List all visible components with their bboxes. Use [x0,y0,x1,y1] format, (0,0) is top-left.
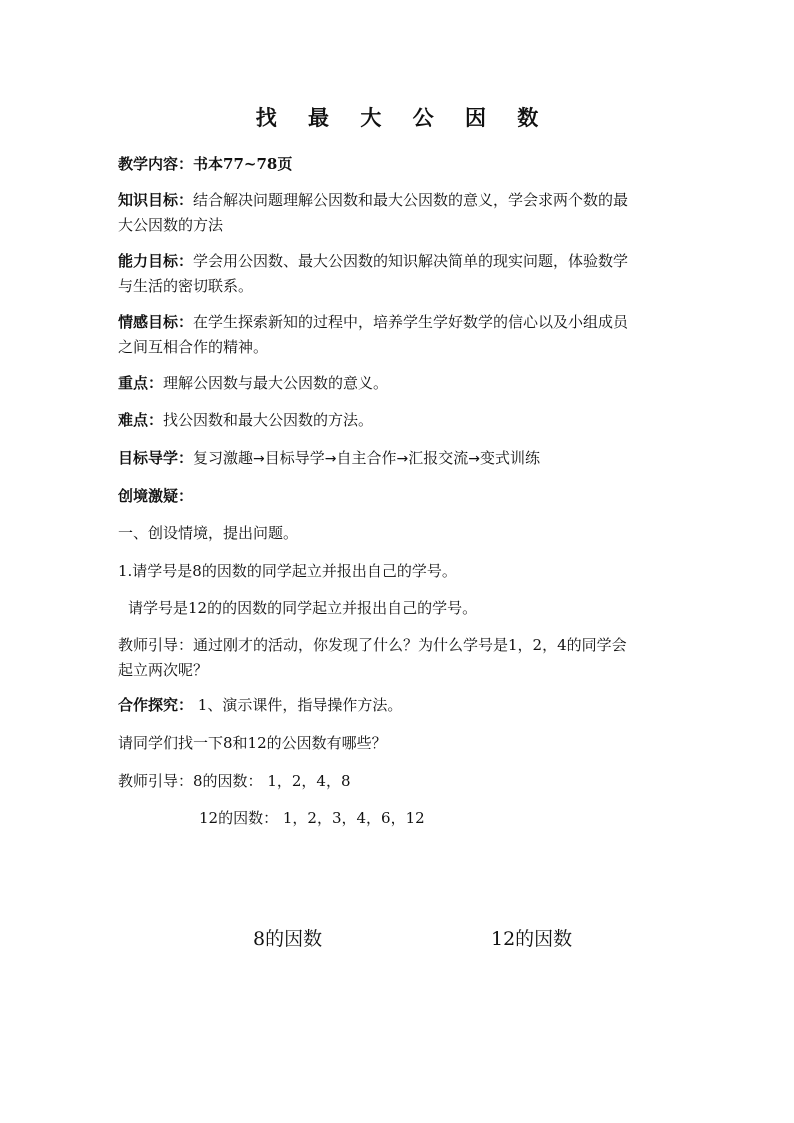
target-guide-label: 目标导学： [118,449,194,467]
emotion-goal-line1: 在学生探索新知的过程中，培养学生学好数学的信心以及小组成员 [193,313,629,331]
ability-goal-label: 能力目标： [118,252,194,270]
factors-of-12 [199,806,759,831]
question-item-1: 1.请学号是8的因数的同学起立并报出自己的学号。 [118,562,457,580]
teacher-question [118,633,678,683]
ability-goal [118,249,678,299]
guide-step: 复习激趣 [193,449,254,467]
key-point-label: 重点： [118,374,164,392]
factors-8-values: 1，2，4，8 [262,772,351,790]
teaching-content [118,152,678,177]
ask-common-factors: 请同学们找一下8和12的公因数有哪些？ [118,734,387,752]
guide-step: 自主合作 [336,449,397,467]
page-title: 找 最 大 公 因 数 [255,105,551,130]
guide-step: 目标导学 [264,449,325,467]
scenario-heading: 创境激疑： [118,487,194,505]
teaching-content-value: 书本77~78页 [193,155,293,173]
target-guide [118,446,678,472]
arrow-icon: → [468,451,481,467]
cooperative-exploration [118,693,678,718]
knowledge-goal-line2: 大公因数的方法 [118,216,224,234]
difficulty [118,408,678,433]
teacher-question-line1: 教师引导：通过刚才的活动，你发现了什么？为什么学号是1，2，4的同学会 [118,636,627,654]
emotion-goal-line2: 之间互相合作的精神。 [118,338,269,356]
section-one-heading: 一、创设情境，提出问题。 [118,524,299,542]
teaching-content-label: 教学内容： [118,155,194,173]
emotion-goal-label: 情感目标： [118,313,194,331]
caption-factors-12: 12的因数 [491,928,573,950]
question-item-2: 请学号是12的的因数的同学起立并报出自己的学号。 [128,599,478,617]
explore-value: 1、演示课件，指导操作方法。 [193,696,403,714]
knowledge-goal-line1: 结合解决问题理解公因数和最大公因数的意义，学会求两个数的最 [193,191,629,209]
arrow-icon: → [324,451,337,467]
ability-goal-line1: 学会用公因数、最大公因数的知识解决简单的现实问题，体验数学 [193,252,629,270]
factors-8-prefix: 教师引导： [118,772,194,790]
arrow-icon: → [396,451,409,467]
knowledge-goal-label: 知识目标： [118,191,194,209]
knowledge-goal [118,188,678,238]
ability-goal-line2: 与生活的密切联系。 [118,277,254,295]
factors-8-label: 8的因数： [193,772,263,790]
guide-step: 变式训练 [480,449,541,467]
key-point-value: 理解公因数与最大公因数的意义。 [163,374,389,392]
key-point [118,371,678,396]
teacher-question-line2: 起立两次呢？ [118,661,209,679]
caption-factors-8: 8的因数 [253,928,323,950]
difficulty-label: 难点： [118,411,164,429]
difficulty-value: 找公因数和最大公因数的方法。 [163,411,374,429]
guide-step: 汇报交流 [408,449,469,467]
factors-12-values: 1，2，3，4，6，12 [278,809,425,827]
factors-of-8 [118,769,678,794]
factors-12-label: 12的因数： [199,809,279,827]
emotion-goal [118,310,678,360]
arrow-icon: → [253,451,265,467]
explore-label: 合作探究： [118,696,194,714]
